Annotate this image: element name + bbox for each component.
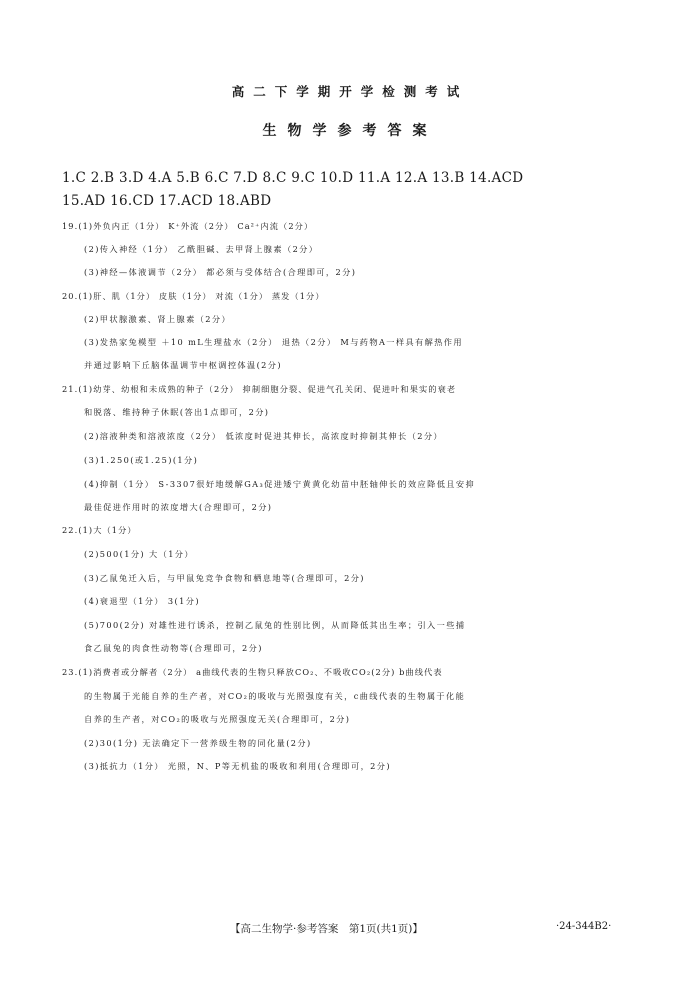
q23-line-3: 自养的生产者，对CO₂的吸收与光照强度无关(合理即可，2分): [84, 714, 351, 724]
q22-line-5: (5)700(2分) 对雄性进行诱杀，控制乙鼠兔的性别比例，从而降低其出生率；引入一些捕: [84, 620, 466, 630]
mc-answers-row-2: 15.AD 16.CD 17.ACD 18.ABD: [62, 193, 272, 209]
q22-line-2: (2)500(1分) 大（1分）: [84, 549, 194, 559]
q21-line-5: (4)抑制（1分） S-3307很好地缓解GA₃促进矮宁黄黄化幼苗中胚轴伸长的效应降低且安抑: [84, 479, 476, 489]
q21-line-2: 和脱落、维持种子休眠(答出1点即可，2分): [84, 407, 270, 417]
q20-line-3: (3)发热家兔模型 ＋10 mL生理盐水（2分） 退热（2分） M与药物A一样具有解热作用: [84, 337, 463, 347]
q19-line-2: (2)传入神经（1分） 乙酰胆碱、去甲肾上腺素（2分）: [84, 244, 319, 254]
q19-line-1: 19.(1)外负内正（1分） K⁺外流（2分） Ca²⁺内流（2分）: [62, 221, 314, 231]
page-footer: 【高二生物学·参考答案 第1页(共1页)】: [230, 923, 423, 935]
q22-line-3: (3)乙鼠兔迁入后，与甲鼠兔竞争食物和栖息地等(合理即可，2分): [84, 573, 365, 583]
q21-line-6: 最佳促进作用时的浓度增大(合理即可，2分): [84, 502, 273, 512]
answer-key-title: 生物学参考答案: [262, 123, 438, 139]
q23-line-1: 23.(1)消费者或分解者（2分） a曲线代表的生物只释放CO₂、不吸收CO₂(2分) b曲线代表: [62, 667, 443, 677]
q20-line-1: 20.(1)肝、肌（1分） 皮肤（1分） 对流（1分） 蒸发（1分）: [62, 291, 325, 301]
q20-line-2: (2)甲状腺激素、肾上腺素（2分）: [84, 314, 232, 324]
q21-line-1: 21.(1)幼芽、幼根和未成熟的种子（2分） 抑制细胞分裂、促进气孔关闭、促进叶和果实的衰老: [62, 384, 457, 394]
exam-title: 高二下学期开学检测考试: [231, 84, 469, 99]
q22-line-4: (4)衰退型（1分） 3(1分): [84, 596, 200, 606]
q23-line-2: 的生物属于光能自养的生产者，对CO₂的吸收与光照强度有关，c曲线代表的生物属于化能: [84, 691, 466, 701]
mc-answers-row-1: 1.C 2.B 3.D 4.A 5.B 6.C 7.D 8.C 9.C 10.D 11.A 12.A 13.B 14.ACD: [62, 170, 524, 186]
q23-line-5: (3)抵抗力（1分） 光照，N、P等无机盐的吸收和利用(合理即可，2分): [84, 761, 391, 771]
q22-line-6: 食乙鼠兔的肉食性动物等(合理即可，2分): [84, 643, 263, 653]
q21-line-3: (2)溶液种类和溶液浓度（2分） 低浓度时促进其伸长，高浓度时抑制其伸长（2分）: [84, 431, 443, 441]
q19-line-3: (3)神经—体液调节（2分） 都必须与受体结合(合理即可，2分): [84, 267, 357, 277]
q21-line-4: (3)1.250(或1.25)(1分): [84, 455, 199, 465]
exam-code: ·24-344B2·: [556, 921, 612, 932]
q20-line-4: 并通过影响下丘脑体温调节中枢调控体温(2分): [84, 360, 282, 370]
q23-line-4: (2)30(1分) 无法确定下一营养级生物的同化量(2分): [84, 738, 312, 748]
q22-line-1: 22.(1)大（1分）: [62, 525, 137, 535]
